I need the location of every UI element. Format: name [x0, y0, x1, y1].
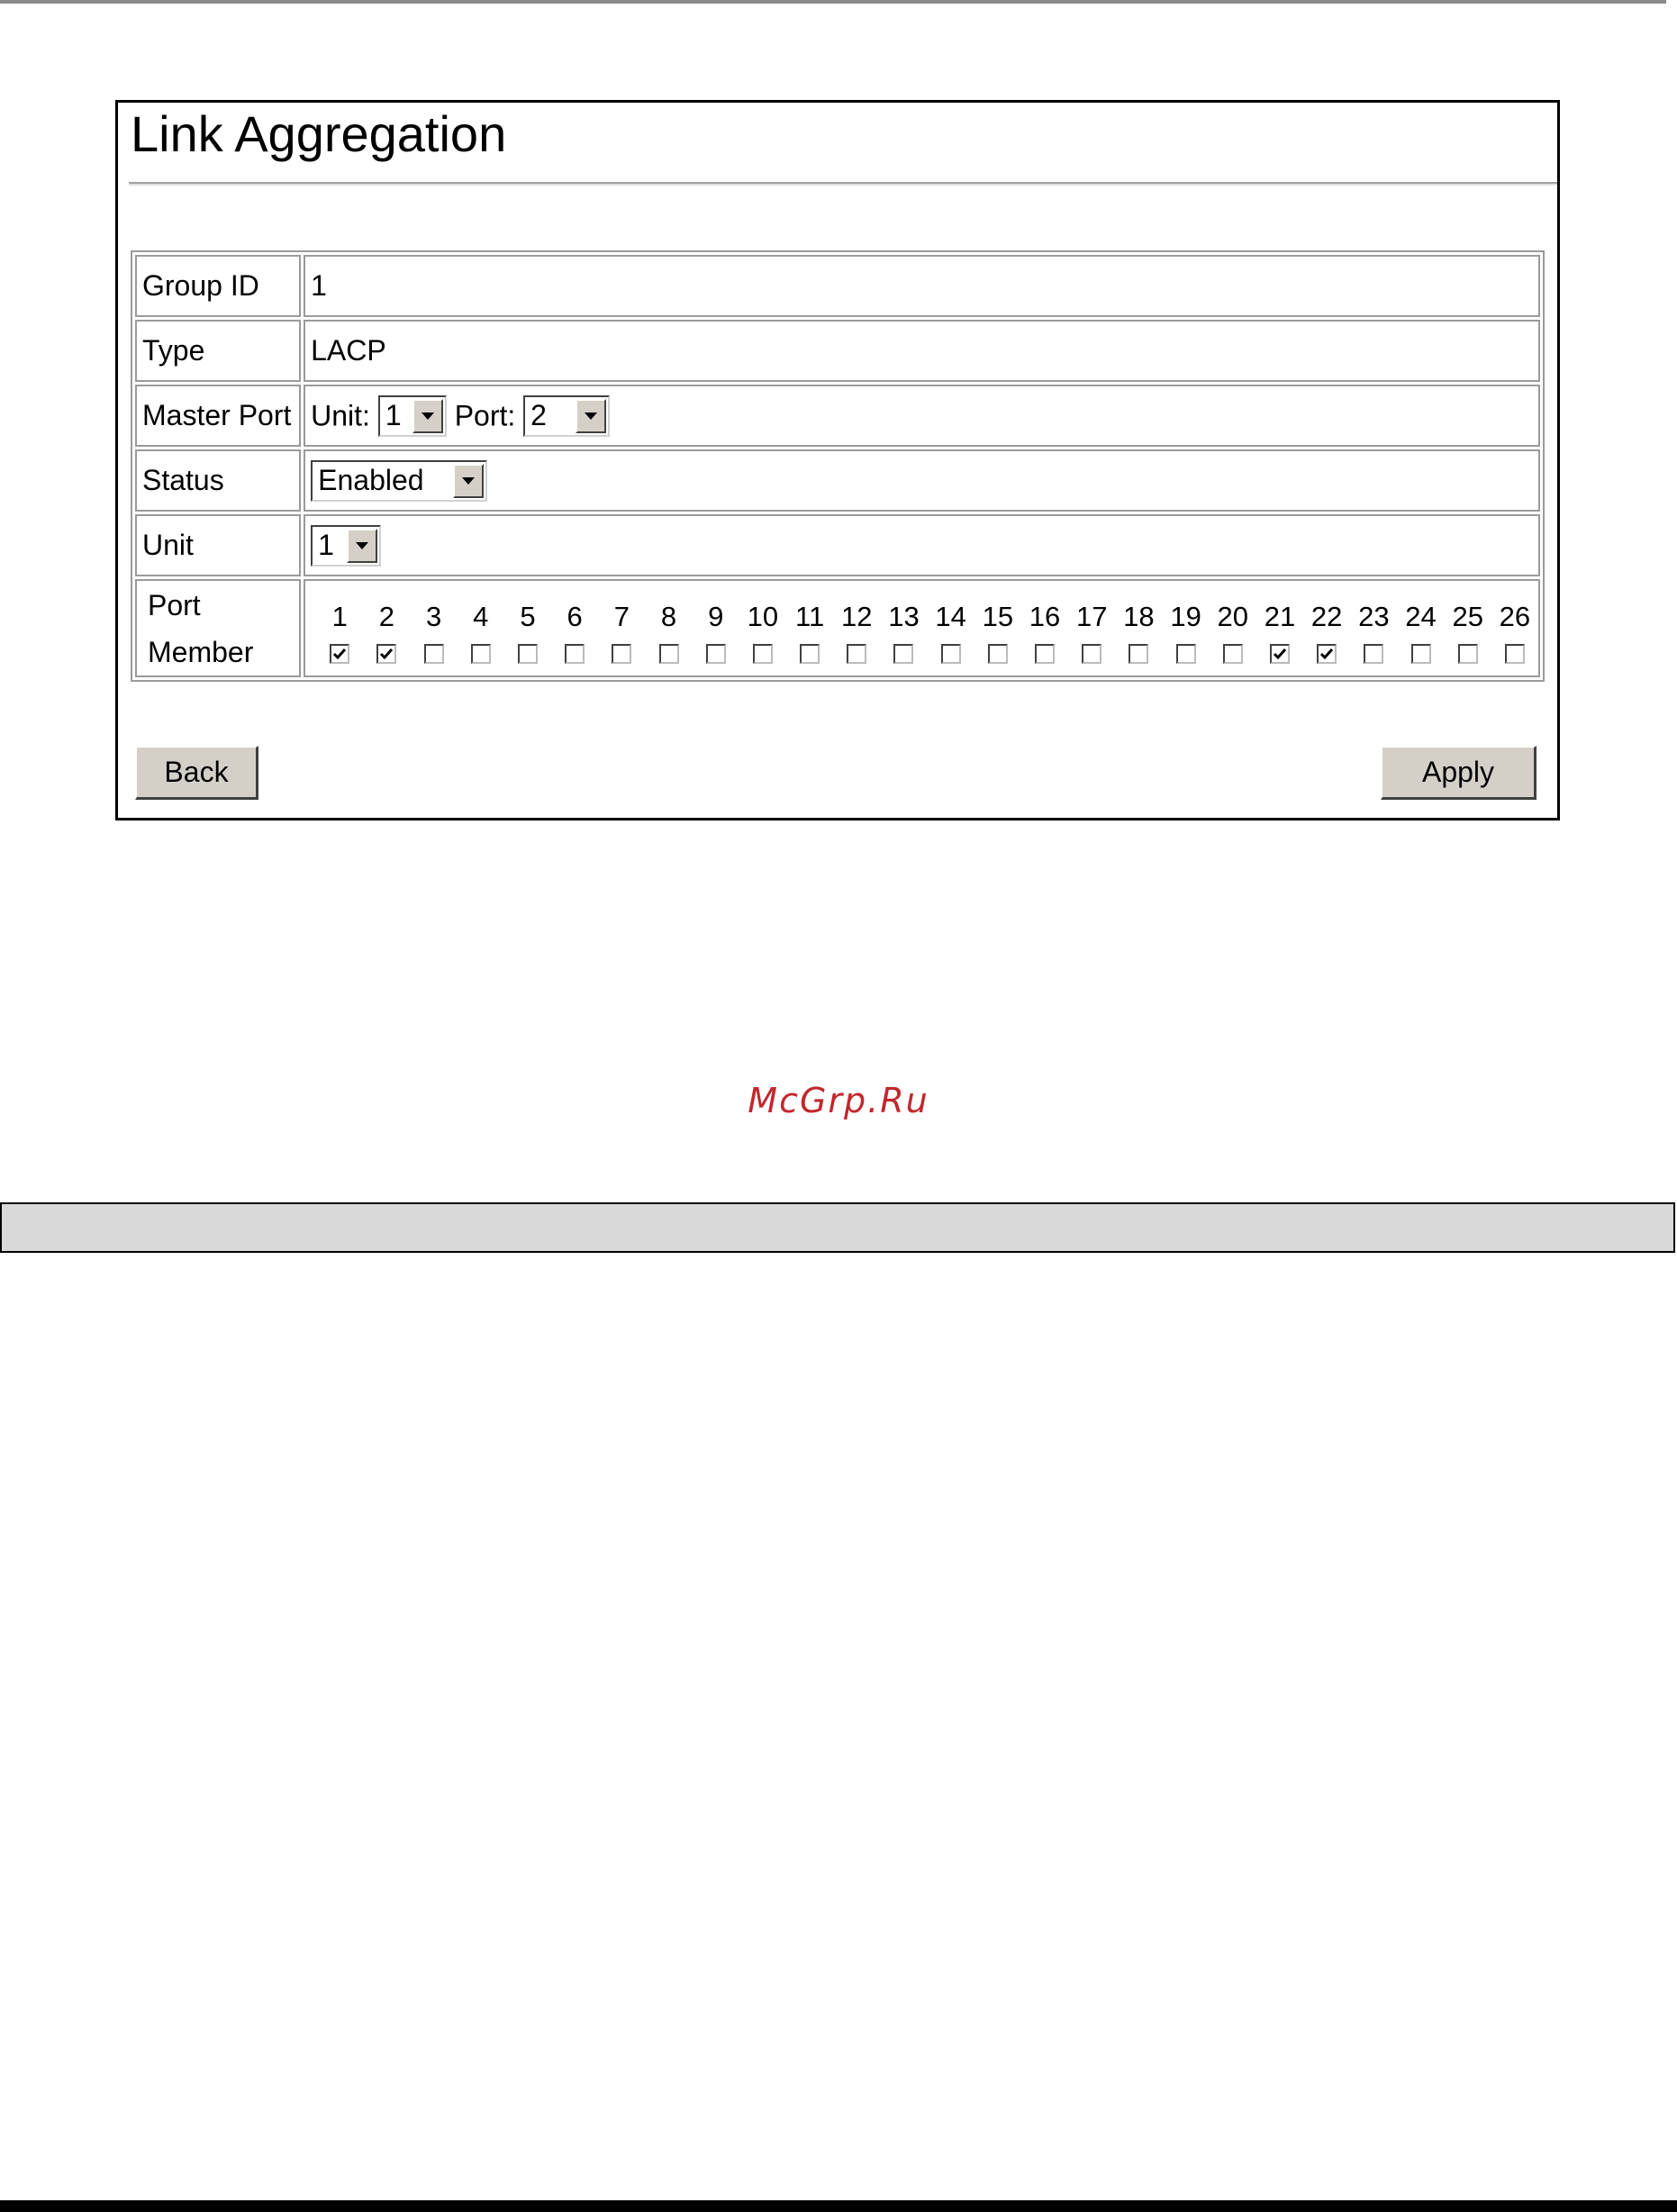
- group-id-value: 1: [304, 255, 1540, 317]
- port-number: 23: [1358, 600, 1390, 632]
- master-port-cell: [304, 385, 1540, 447]
- port-column: [880, 594, 927, 664]
- port-column: [504, 594, 551, 664]
- port-column: [458, 594, 504, 664]
- port-column: [1256, 594, 1303, 664]
- unit-select[interactable]: [311, 525, 381, 567]
- port-checkbox-list: [305, 594, 1538, 664]
- port-number: 17: [1075, 600, 1108, 632]
- row-status: [135, 449, 1540, 512]
- master-port-label: Master Port: [135, 385, 301, 447]
- port-checkbox[interactable]: [1035, 644, 1055, 664]
- chevron-down-icon[interactable]: [453, 464, 484, 498]
- chevron-down-icon[interactable]: [412, 399, 443, 433]
- port-checkbox[interactable]: [1082, 644, 1101, 664]
- port-member-label-line2: Member: [148, 635, 254, 668]
- port-number: 24: [1405, 600, 1437, 632]
- port-number: 25: [1452, 600, 1483, 632]
- port-column: [1068, 594, 1115, 664]
- row-master-port: [135, 385, 1540, 447]
- status-value: Enabled: [318, 464, 424, 496]
- port-checkbox[interactable]: [847, 644, 866, 664]
- port-column: [1491, 594, 1538, 664]
- port-number: 6: [567, 600, 583, 632]
- page-title: Link Aggregation: [131, 105, 507, 162]
- row-type: [135, 320, 1540, 382]
- port-number: 12: [841, 600, 873, 632]
- settings-table: [131, 250, 1545, 682]
- port-checkbox[interactable]: [753, 644, 773, 664]
- port-number: 9: [708, 600, 724, 632]
- check-icon: [379, 647, 394, 661]
- status-select[interactable]: [311, 460, 487, 502]
- master-unit-value: 1: [385, 399, 402, 431]
- port-column: [645, 594, 692, 664]
- unit-cell: [304, 514, 1540, 576]
- port-column: [928, 594, 974, 664]
- port-number: 20: [1217, 600, 1249, 632]
- port-checkbox[interactable]: [1270, 644, 1290, 664]
- bottom-rule: [0, 2200, 1677, 2212]
- watermark: McGrp.Ru: [748, 1081, 929, 1120]
- chevron-down-icon[interactable]: [576, 399, 606, 433]
- port-checkbox[interactable]: [1176, 644, 1196, 664]
- port-checkbox[interactable]: [1317, 644, 1337, 664]
- port-number: 4: [473, 600, 489, 632]
- master-port-value: 2: [530, 399, 547, 431]
- port-number: 13: [888, 600, 920, 632]
- master-unit-label: Unit:: [311, 399, 370, 431]
- group-id-label: Group ID: [135, 255, 301, 317]
- status-label: Status: [135, 449, 301, 512]
- status-cell: [304, 449, 1540, 512]
- port-number: 14: [935, 600, 966, 632]
- port-column: [739, 594, 786, 664]
- port-column: [1210, 594, 1256, 664]
- port-checkbox[interactable]: [706, 644, 726, 664]
- port-checkbox[interactable]: [659, 644, 679, 664]
- port-checkbox[interactable]: [1129, 644, 1148, 664]
- port-checkbox[interactable]: [330, 644, 349, 664]
- top-rule: [0, 0, 1666, 4]
- port-column: [1350, 594, 1397, 664]
- port-checkbox[interactable]: [376, 644, 396, 664]
- port-column: [833, 594, 880, 664]
- master-port-port-label: Port:: [454, 399, 516, 431]
- check-icon: [1319, 647, 1334, 661]
- port-number: 2: [378, 600, 395, 632]
- port-column: [974, 594, 1021, 664]
- port-column: [1115, 594, 1162, 664]
- port-column: [1163, 594, 1210, 664]
- port-number: 3: [425, 600, 442, 632]
- port-number: 18: [1123, 600, 1155, 632]
- check-icon: [332, 647, 347, 661]
- port-column: [316, 594, 363, 664]
- port-checkbox[interactable]: [1223, 644, 1243, 664]
- port-column: [693, 594, 739, 664]
- port-column: [363, 594, 410, 664]
- port-number: 21: [1264, 600, 1296, 632]
- port-checkbox[interactable]: [565, 644, 585, 664]
- back-button[interactable]: Back: [135, 746, 258, 800]
- port-checkbox[interactable]: [424, 644, 444, 664]
- port-number: 1: [331, 600, 348, 632]
- port-checkbox[interactable]: [893, 644, 913, 664]
- title-divider: [129, 182, 1557, 186]
- chevron-down-icon[interactable]: [347, 529, 377, 563]
- port-checkbox[interactable]: [1505, 644, 1525, 664]
- row-port-member: [135, 579, 1540, 677]
- port-number: 5: [520, 600, 536, 632]
- port-checkbox[interactable]: [518, 644, 538, 664]
- check-icon: [1273, 647, 1287, 661]
- port-column: [1303, 594, 1350, 664]
- type-value: LACP: [304, 320, 1540, 382]
- port-checkbox[interactable]: [988, 644, 1008, 664]
- row-unit: [135, 514, 1540, 576]
- port-member-cell: [304, 579, 1540, 677]
- port-checkbox[interactable]: [471, 644, 491, 664]
- unit-label: Unit: [135, 514, 301, 576]
- port-number: 22: [1310, 600, 1343, 632]
- unit-value: 1: [318, 529, 334, 561]
- port-column: [1397, 594, 1444, 664]
- port-member-label-line1: Port: [148, 588, 201, 621]
- port-member-label: [135, 579, 301, 677]
- apply-button[interactable]: Apply: [1381, 746, 1536, 800]
- link-aggregation-panel: [115, 100, 1560, 820]
- port-checkbox[interactable]: [1411, 644, 1431, 664]
- port-checkbox[interactable]: [612, 644, 631, 664]
- port-column: [786, 594, 833, 664]
- port-number: 10: [747, 600, 779, 632]
- port-number: 26: [1499, 600, 1531, 632]
- port-column: [1445, 594, 1491, 664]
- port-number: 16: [1029, 600, 1061, 632]
- row-group-id: [135, 255, 1540, 317]
- port-checkbox[interactable]: [1458, 644, 1478, 664]
- port-column: [551, 594, 598, 664]
- port-column: [1021, 594, 1068, 664]
- port-number: 7: [613, 600, 630, 632]
- port-number: 15: [982, 600, 1014, 632]
- master-unit-select[interactable]: [378, 395, 447, 437]
- port-checkbox[interactable]: [800, 644, 820, 664]
- section-bar: [0, 1202, 1675, 1253]
- port-number: 19: [1170, 600, 1201, 632]
- type-label: Type: [135, 320, 301, 382]
- port-number: 11: [795, 600, 825, 632]
- port-column: [411, 594, 458, 664]
- master-port-select[interactable]: [523, 395, 610, 437]
- port-checkbox[interactable]: [1364, 644, 1383, 664]
- port-checkbox[interactable]: [941, 644, 961, 664]
- port-number: 8: [660, 600, 677, 632]
- port-column: [598, 594, 645, 664]
